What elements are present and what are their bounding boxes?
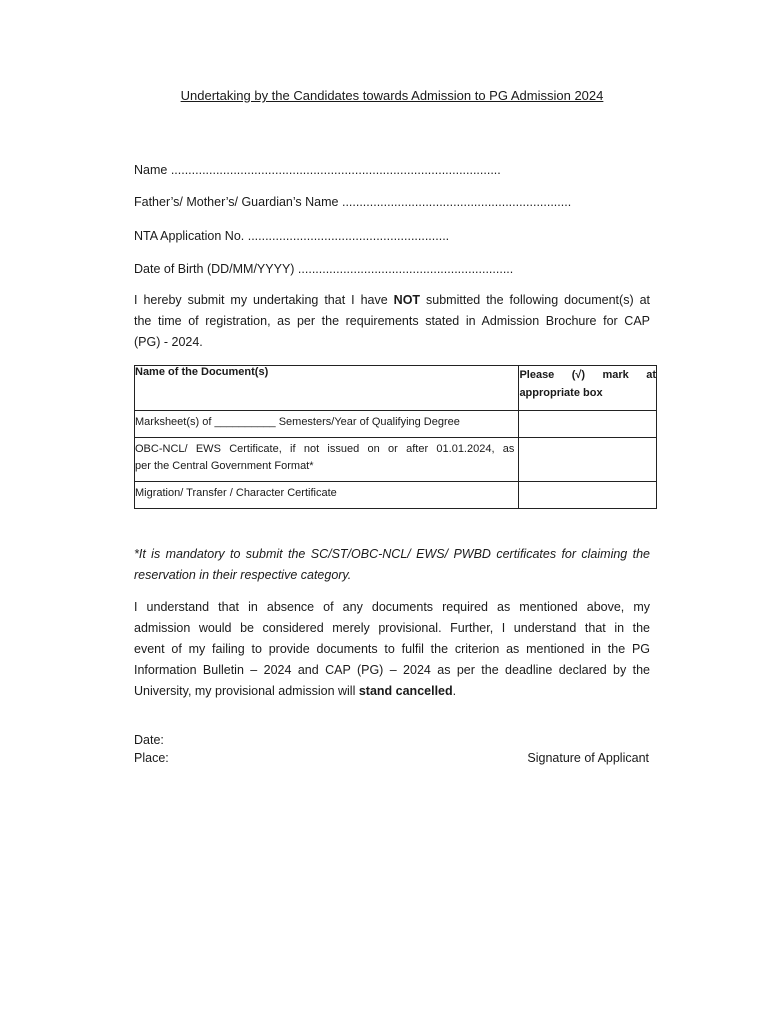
undertaking-line-3: (PG) - 2024. — [134, 335, 203, 349]
undertaking-text: submitted the following document(s) at — [420, 293, 651, 307]
header-mark-line: appropriate box — [519, 387, 603, 399]
documents-table — [134, 365, 657, 509]
table-header-row — [135, 366, 657, 411]
table-row — [135, 411, 657, 438]
header-mark-line: Please (√) mark at — [519, 369, 656, 381]
undertaking-text: I hereby submit my undertaking that I have — [134, 293, 394, 307]
signature-label: Signature of Applicant — [527, 751, 649, 765]
note-line-2: reservation in their respective category. — [134, 568, 352, 582]
understanding-line-3: event of my failing to provide documents to fulfil the criterion as mentioned in the PG — [134, 642, 650, 656]
undertaking-line-1 — [134, 290, 650, 311]
understanding-emphasis: stand cancelled — [358, 684, 453, 698]
nta-application-field: NTA Application No. .......................................................... — [134, 229, 450, 243]
note-line-1: *It is mandatory to submit the SC/ST/OBC-NCL/ EWS/ PWBD certificates for claiming the — [134, 547, 650, 561]
document-name: OBC-NCL/ EWS Certificate, if not issued on or after 01.01.2024, as — [135, 443, 515, 455]
document-name-cell — [135, 438, 519, 482]
table-row — [135, 438, 657, 482]
understanding-text: University, my provisional admission will — [134, 684, 359, 698]
mark-checkbox-cell[interactable] — [519, 482, 657, 509]
document-name-cell — [135, 411, 519, 438]
document-name: Marksheet(s) of __________ Semesters/Year of Qualifying Degree — [135, 416, 460, 428]
understanding-text: . — [452, 684, 457, 698]
understanding-line-4: Information Bulletin – 2024 and CAP (PG) – 2024 as per the deadline declared by the — [134, 663, 650, 677]
header-mark — [519, 366, 657, 411]
understanding-line-2: admission would be considered merely provisional. Further, I understand that in the — [134, 621, 650, 635]
document-name: Migration/ Transfer / Character Certificate — [135, 487, 337, 499]
guardian-name-field: Father’s/ Mother’s/ Guardian’s Name .................................................................. — [134, 195, 572, 209]
undertaking-line-2: the time of registration, as per the requirements stated in Admission Brochure for CAP — [134, 314, 650, 328]
mark-checkbox-cell[interactable] — [519, 411, 657, 438]
document-name-continued: per the Central Government Format* — [135, 460, 314, 472]
table-row — [135, 482, 657, 509]
mandatory-note — [134, 544, 650, 586]
understanding-line-5 — [134, 681, 650, 702]
mark-checkbox-cell[interactable] — [519, 438, 657, 482]
document-name-cell — [135, 482, 519, 509]
undertaking-emphasis: NOT — [393, 293, 421, 307]
place-label: Place: — [134, 751, 169, 765]
undertaking-paragraph — [134, 290, 650, 353]
understanding-paragraph — [134, 597, 650, 702]
document-title: Undertaking by the Candidates towards Admission to PG Admission 2024 — [180, 88, 604, 103]
date-label: Date: — [134, 733, 164, 747]
date-of-birth-field: Date of Birth (DD/MM/YYYY) .............................................................. — [134, 262, 514, 276]
name-field: Name ............................................................................................... — [134, 163, 501, 177]
understanding-line-1: I understand that in absence of any documents required as mentioned above, my — [134, 600, 650, 614]
header-document-name: Name of the Document(s) — [135, 366, 519, 411]
